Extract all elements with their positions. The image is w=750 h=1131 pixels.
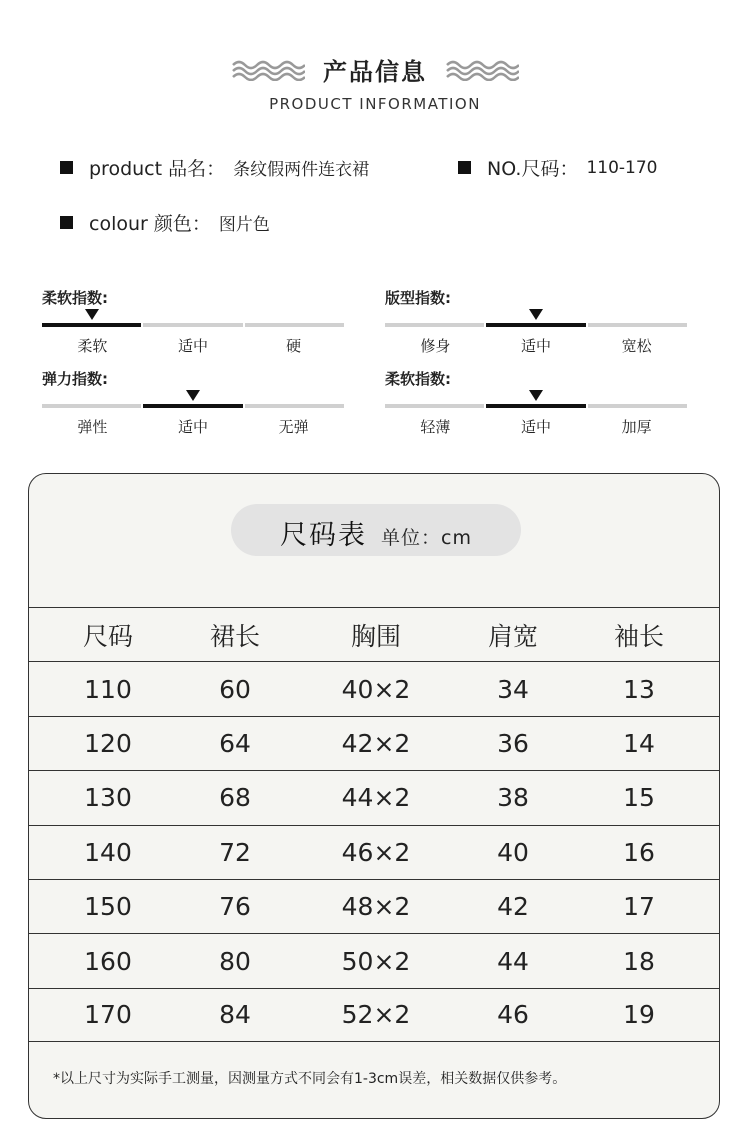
index-segment: [588, 404, 687, 408]
table-cell: 60: [219, 674, 251, 704]
product-name-row: [60, 154, 369, 181]
size-table: [29, 607, 720, 1042]
table-cell: 15: [623, 783, 655, 813]
size-chart-title: 尺码表: [280, 520, 368, 551]
index-bar: [42, 404, 344, 408]
softness-index-title: 柔软指数:: [42, 289, 108, 307]
table-row: [29, 716, 720, 770]
index-option-label: 无弹: [278, 418, 309, 436]
bullet-square-icon: [60, 216, 73, 229]
index-option-label: 硬: [286, 337, 302, 355]
table-cell: 72: [219, 837, 251, 867]
index-bar: [385, 323, 687, 327]
elasticity-index: [42, 368, 344, 437]
bullet-square-icon: [458, 161, 471, 174]
index-labels: [385, 416, 687, 437]
indicator-arrow-icon: [85, 309, 99, 320]
table-cell: 40×2: [341, 674, 411, 704]
indicator-arrow-icon: [529, 390, 543, 401]
index-option-label: 适中: [178, 418, 209, 436]
index-option-label: 弹性: [77, 418, 108, 436]
measurement-note: *以上尺寸为实际手工测量，因测量方式不同会有1-3cm误差，相关数据仅供参考。: [53, 1071, 567, 1087]
table-row: [29, 661, 720, 715]
index-segment: [486, 404, 585, 408]
index-option-label: 宽松: [621, 337, 652, 355]
table-cell: 110: [84, 674, 132, 704]
index-segment: [588, 323, 687, 327]
index-segment: [385, 404, 484, 408]
table-cell: 44×2: [341, 783, 411, 813]
table-header-cell: 肩宽: [487, 621, 538, 651]
index-bar: [42, 323, 344, 327]
index-labels: [42, 416, 344, 437]
table-cell: 42×2: [341, 728, 411, 758]
table-cell: 130: [84, 783, 132, 813]
table-header-cell: 胸围: [350, 621, 401, 651]
table-cell: 170: [84, 1000, 132, 1030]
index-option-label: 修身: [420, 337, 451, 355]
table-cell: 140: [84, 837, 132, 867]
index-segment: [143, 404, 242, 408]
table-cell: 42: [497, 892, 529, 922]
bullet-square-icon: [60, 161, 73, 174]
indicator-arrow-icon: [529, 309, 543, 320]
section-header: [0, 52, 750, 113]
thickness-index-title: 柔软指数:: [385, 370, 451, 388]
table-cell: 19: [623, 1000, 655, 1030]
size-chart-unit: 单位：cm: [381, 527, 472, 549]
index-labels: [42, 335, 344, 356]
table-header-cell: 袖长: [613, 621, 664, 651]
colour-row: [60, 209, 270, 236]
page-subtitle: PRODUCT INFORMATION: [269, 95, 481, 113]
softness-index-track: [42, 307, 344, 327]
fit-index: [385, 287, 687, 356]
size-range-label: NO.尺码：: [487, 158, 579, 180]
table-cell: 40: [497, 837, 529, 867]
index-segment: [245, 323, 344, 327]
page-title: 产品信息: [323, 58, 427, 86]
index-segment: [486, 323, 585, 327]
table-cell: 14: [623, 728, 655, 758]
index-option-label: 加厚: [621, 418, 652, 436]
table-cell: 36: [497, 728, 529, 758]
size-chart-card: [28, 473, 720, 1119]
index-segment: [42, 404, 141, 408]
table-cell: 84: [219, 1000, 251, 1030]
wave-decoration-right-icon: [445, 59, 519, 81]
index-segment: [42, 323, 141, 327]
size-range-row: [458, 154, 657, 181]
index-option-label: 轻薄: [420, 418, 451, 436]
table-cell: 160: [84, 946, 132, 976]
table-cell: 13: [623, 674, 655, 704]
table-cell: 16: [623, 837, 655, 867]
table-cell: 34: [497, 674, 529, 704]
table-row: [29, 825, 720, 879]
thickness-index: [385, 368, 687, 437]
index-option-label: 柔软: [77, 337, 108, 355]
fit-index-title: 版型指数:: [385, 289, 451, 307]
size-range-value: 110-170: [586, 157, 658, 178]
elasticity-index-track: [42, 388, 344, 408]
table-cell: 18: [623, 946, 655, 976]
index-segment: [385, 323, 484, 327]
table-cell: 50×2: [341, 946, 411, 976]
fit-index-track: [385, 307, 687, 327]
softness-index: [42, 287, 344, 356]
elasticity-index-title: 弹力指数:: [42, 370, 108, 388]
table-header-cell: 尺码: [82, 621, 133, 651]
header-title-row: [0, 52, 750, 87]
index-segment: [143, 323, 242, 327]
index-option-label: 适中: [521, 418, 552, 436]
table-row: [29, 770, 720, 824]
colour-label: colour 颜色：: [89, 213, 211, 235]
product-name-value: 条纹假两件连衣裙: [233, 160, 370, 180]
colour-value: 图片色: [218, 215, 270, 235]
thickness-index-track: [385, 388, 687, 408]
table-cell: 120: [84, 728, 132, 758]
index-bar: [385, 404, 687, 408]
table-row: [29, 988, 720, 1042]
index-labels: [385, 335, 687, 356]
table-row: [29, 933, 720, 987]
table-cell: 80: [219, 946, 251, 976]
table-cell: 64: [219, 728, 251, 758]
table-cell: 52×2: [341, 1000, 411, 1030]
index-option-label: 适中: [178, 337, 209, 355]
table-cell: 150: [84, 892, 132, 922]
table-cell: 48×2: [341, 892, 411, 922]
size-chart-title-pill: [231, 504, 521, 556]
table-cell: 76: [219, 892, 251, 922]
table-header-cell: 裙长: [209, 621, 260, 651]
table-row: [29, 879, 720, 933]
indicator-arrow-icon: [186, 390, 200, 401]
table-cell: 44: [497, 946, 529, 976]
table-cell: 46: [497, 1000, 529, 1030]
table-cell: 68: [219, 783, 251, 813]
wave-decoration-left-icon: [231, 59, 305, 81]
index-segment: [245, 404, 344, 408]
index-option-label: 适中: [521, 337, 552, 355]
product-name-label: product 品名：: [89, 158, 226, 180]
table-cell: 17: [623, 892, 655, 922]
table-cell: 46×2: [341, 837, 411, 867]
table-header-row: [29, 607, 720, 661]
table-cell: 38: [497, 783, 529, 813]
